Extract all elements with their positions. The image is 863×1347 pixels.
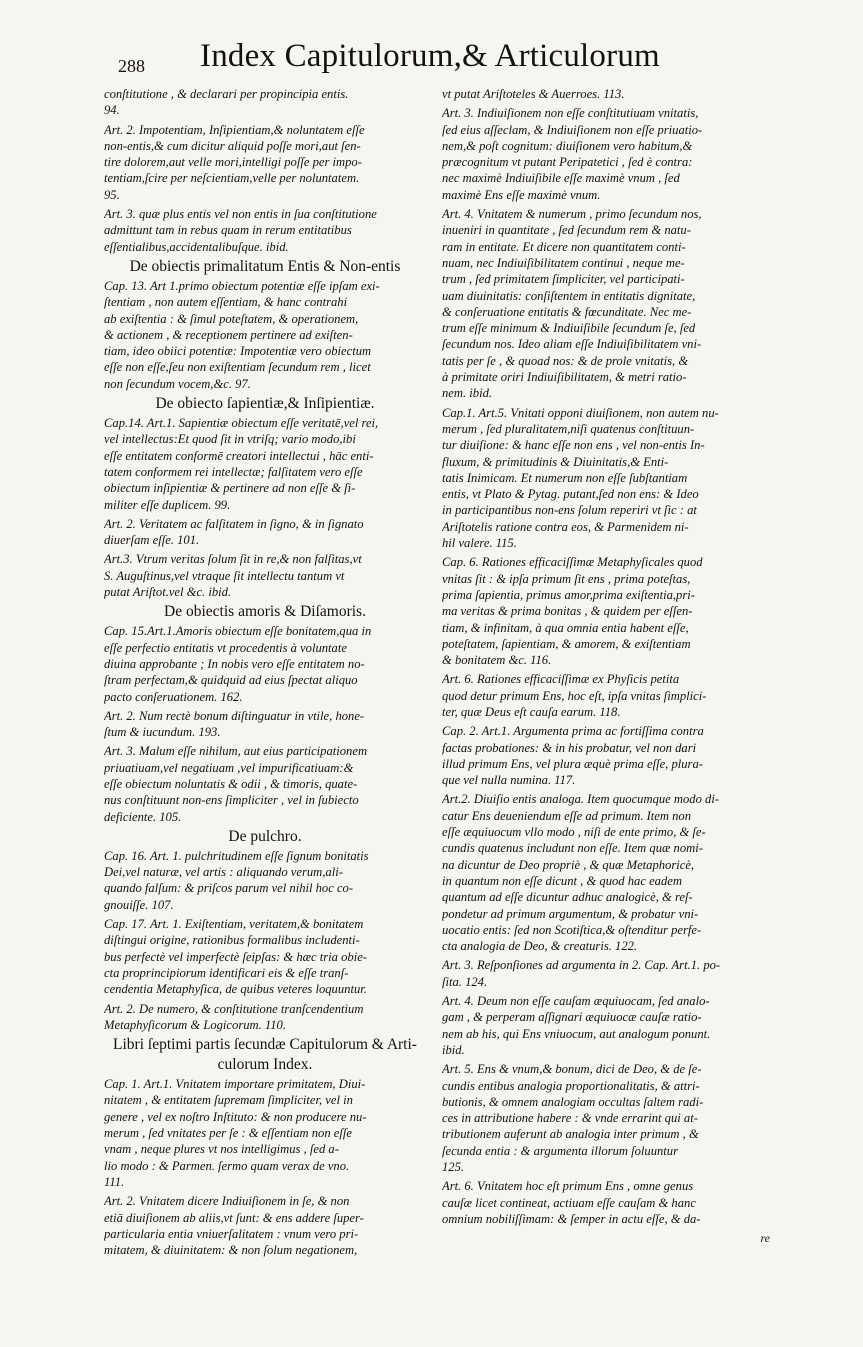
entry-line: gnouiſſe. 107.	[104, 897, 174, 912]
entry-line: hil valere. 115.	[442, 536, 517, 551]
entry-line: tentiam,ſcire per neſcientiam,velle per noluntatem.	[104, 171, 360, 186]
index-entry	[104, 551, 426, 600]
entry-line: ſita. 124.	[442, 974, 488, 989]
entry-line: tatis per ſe , & quoad nos: & de prole vnitatis, &	[442, 353, 689, 368]
entry-line: tributionem auferunt ab analogia inter primum , &	[442, 1127, 699, 1142]
entry-line: merum , ſed vnitates per ſe : & eſſentiam non eſſe	[104, 1126, 352, 1141]
entry-line: quantum ad eſſe dicuntur adhuc analogicè, & reſ-	[442, 890, 693, 905]
index-entry	[442, 791, 770, 954]
entry-line: tur diuiſione: & hanc eſſe non ens , vel non-entis In-	[442, 438, 705, 453]
entry-line: eſſe obiectum noluntatis & odii , & timoris, quate-	[104, 776, 358, 791]
entry-line: gam , & perperam aſſignari æquiuocæ cauſæ ratio-	[442, 1010, 702, 1025]
entry-line: cundis entibus analogia proportionalitatis, & attri-	[442, 1078, 700, 1093]
index-entry	[442, 1178, 770, 1227]
entry-line: Dei,vel naturæ, vel artis : aliquando verum,ali-	[104, 865, 343, 880]
entry-line: Cap. 13. Art 1.primo obiectum potentiæ eſſe ipſam exi-	[104, 278, 380, 293]
entry-line: trum , ſed primitatem ſimpliciter, vel participati-	[442, 272, 685, 287]
entry-line: ter, quæ Deus eſt cauſa earum. 118.	[442, 704, 621, 719]
index-entry	[442, 86, 770, 102]
entry-line: in quantum non eſſe dicunt , & quod hac eadem	[442, 873, 682, 888]
entry-line: Art. 4. Vnitatem & numerum , primo ſecundum nos,	[442, 207, 702, 222]
entry-line: butionis, & omnem analogiam occultas ſaltem radi-	[442, 1094, 704, 1109]
entry-line: nus conſtituunt non-ens ſimpliciter , vel in ſubiecto	[104, 793, 359, 808]
entry-line: illud primum Ens, vel plura æquè prima eſſe, plura-	[442, 756, 703, 771]
entry-line: catur Ens deueniendum eſſe ad primum. Item non	[442, 808, 692, 823]
entry-line: vt putat Ariſtoteles & Auerroes. 113.	[442, 87, 625, 101]
entry-line: eſſentialibus,accidentalibuſque. ibid.	[104, 239, 289, 254]
section-heading: De obiectis primalitatum Entis & Non-entis	[129, 257, 401, 275]
entry-line: eſſe perfectio entitatis vt procedentis à voluntate	[104, 640, 347, 655]
entry-line: vel intellectus:Et quod ſit in vtriſq; vario modo,ibi	[104, 432, 356, 447]
entry-line: obiectum inſipientiæ & pertinere ad non eſſe & ſi-	[104, 481, 356, 496]
entry-line: ſtentiam , non autem eſſentiam, & hanc contrahi	[104, 295, 348, 310]
index-entry	[442, 105, 770, 203]
entry-line: ab exiſtentia : & ſimul poteſtatem, & operationem,	[104, 311, 359, 326]
running-title: Index Capitulorum,& Articulorum	[200, 38, 660, 74]
entry-line: cta proprincipiorum identificari eis & eſſe tranſ-	[104, 965, 349, 980]
entry-line: uam diuinitatis: conſiſtentem in entitatis dignitate,	[442, 288, 696, 303]
entry-line: ſecunda entia : & argumenta illorum ſoluuntur	[442, 1143, 678, 1158]
entry-line: ſecundum nos. Ideo aliam eſſe Indiuiſibilitatem vni-	[442, 337, 702, 352]
entry-line: Cap.1. Art.5. Vnitati opponi diuiſionem, non autem nu-	[442, 405, 719, 420]
entry-line: na dicuntur de Deo propriè , & quæ Metaphoricè,	[442, 857, 695, 872]
entry-line: tiam, ideo obiici potentiæ: Impotentiæ vero obiectum	[104, 344, 372, 359]
entry-line: admittunt tam in rebus quam in rerum entitatibus	[104, 223, 352, 238]
section-heading: De obiectis amoris & Diſamoris.	[164, 603, 366, 621]
index-entry	[442, 723, 770, 788]
index-entry	[104, 1193, 426, 1258]
entry-line: prima ſapientia, primus amor,prima exiſtentia,pri-	[442, 587, 695, 602]
entry-line: fluxum, & primitudinis & Diuinitatis,& Enti-	[442, 454, 669, 469]
index-entry	[104, 1076, 426, 1190]
page-number: 288	[118, 56, 145, 76]
index-entry	[442, 405, 770, 552]
entry-line: eſſe non eſſe,ſeu non exiſtentiam ſecundum rem , licet	[104, 360, 371, 375]
entry-line: tatis Inimicam. Et numerum non eſſe ſubſtantiam	[442, 470, 688, 485]
section-heading: De obiecto ſapientiæ,& Inſipientiæ.	[155, 395, 375, 413]
entry-line: etiā diuiſionem ab aliis,vt ſunt: & ens addere ſuper-	[104, 1210, 364, 1225]
entry-line: Ariſtotelis ratione contra eos, & Parmenidem ni-	[442, 519, 689, 534]
entry-line: tatem conformem rei intellectæ; falſitatem vero eſſe	[104, 464, 363, 479]
entry-line: particularia entia vniuerſalitatem : vnum vero pri-	[104, 1226, 359, 1241]
entry-line: ces in attributione habere : & vnde errarint qui at-	[442, 1111, 698, 1126]
entry-line: nem. ibid.	[442, 386, 493, 401]
section-heading: Libri ſeptimi partis ſecundæ Capitulorum & Arti-	[113, 1036, 417, 1054]
entry-line: in participantibus non-ens ſolum reperiri vt ſic : at	[442, 503, 697, 518]
entry-line: tire dolorem,aut velle mori,intelligi poſſe per impo-	[104, 155, 362, 170]
entry-line: vnitas ſit : & ipſa primum ſit ens , prima poteſtas,	[442, 571, 691, 586]
entry-line: genere , vel ex noſtro Inſtituto: & non producere nu-	[104, 1109, 367, 1124]
entry-line: cundis quatenus includunt non eſſe. Item quæ nomi-	[442, 841, 703, 856]
right-column	[442, 86, 770, 1246]
entry-line: merum , ſed pluralitatem,niſi quatenus conſtituun-	[442, 421, 695, 436]
entry-line: Art. 3. Reſponſiones ad argumenta in 2. Cap. Art.1. po-	[442, 958, 721, 973]
entry-line: S. Auguſtinus,vel vtraque ſit intellectu tantum vt	[104, 568, 345, 583]
entry-line: uocatio entis: ſed non Scotiſtica,& oſtenditur perfe-	[442, 922, 702, 937]
entry-line: quod detur primum Ens, hoc eſt, ipſa vnitas ſimplici-	[442, 688, 707, 703]
entry-line: 111.	[104, 1174, 125, 1189]
index-entry	[442, 993, 770, 1058]
entry-line: vnam , neque plures vt nos intelligimus , ſed a-	[104, 1142, 339, 1157]
entry-line: Cap. 15.Art.1.Amoris obiectum eſſe bonitatem,qua in	[104, 624, 372, 639]
entry-line: Art. 4. Deum non eſſe cauſam æquiuocam, ſed analo-	[442, 994, 710, 1009]
entry-line: ram in entitate. Et dicere non quantitatem conti-	[442, 239, 686, 254]
entry-line: ſtram perfectam,& quidquid ad eius ſpectat aliquo	[104, 673, 358, 688]
entry-line: Art. 6. Vnitatem hoc eſt primum Ens , omne genus	[442, 1179, 694, 1194]
entry-line: poteſtatem, ſapientiam, & amorem, & exiſtentiam	[442, 636, 691, 651]
entry-line: & actionem , & receptionem pertinere ad exiſten-	[104, 327, 353, 342]
index-entry	[104, 516, 426, 549]
entry-line: mitatem, & diuinitatem: & non ſolum negationem,	[104, 1243, 358, 1258]
index-entry	[104, 1001, 426, 1034]
section-heading: De pulchro.	[228, 827, 302, 845]
entry-line: 125.	[442, 1160, 465, 1174]
entry-line: præcognitum vt putant Peripatetici , ſed è contra:	[442, 155, 693, 170]
index-entry	[104, 122, 426, 203]
entry-line: priuatiuam,vel negatiuam ,vel impurificatiuam:&	[104, 760, 354, 775]
entry-line: militer eſſe duplicem. 99.	[104, 497, 231, 512]
entry-line: diſtingui origine, rationibus formalibus includenti-	[104, 933, 360, 948]
entry-line: 95.	[104, 187, 120, 202]
entry-line: lio modo : & Parmen. ſermo quam verax de vno.	[104, 1158, 350, 1173]
entry-line: non-entis,& cum dicitur aliquid poſſe mori,aut ſen-	[104, 138, 361, 153]
entry-line: pondetur ad primum argumentum, & probatur vni-	[442, 906, 699, 921]
entry-line: nem ab his, qui Ens vniuocum, aut analogum ponunt.	[442, 1026, 711, 1041]
entry-line: cta analogia de Deo, & creaturis. 122.	[442, 939, 638, 954]
index-entry	[104, 743, 426, 824]
index-entry	[104, 415, 426, 513]
entry-line: Cap. 1. Art.1. Vnitatem importare primitatem, Diui-	[104, 1077, 366, 1092]
index-entry	[442, 554, 770, 668]
left-column	[104, 86, 426, 1261]
entry-line: Art. 3. quæ plus entis vel non entis in ſua conſtitutione	[104, 207, 377, 222]
index-entry	[104, 708, 426, 741]
index-entry	[104, 278, 426, 392]
entry-line: cauſæ licet contineat, actiuam eſſe cauſam & hanc	[442, 1195, 696, 1210]
entry-line: ma veritas & prima bonitas , & quidem per eſſen-	[442, 604, 693, 619]
entry-line: Art. 5. Ens & vnum,& bonum, dici de Deo, & de ſe-	[442, 1062, 702, 1077]
entry-line: Art. 2. Veritatem ac falſitatem in ſigno, & in ſignato	[104, 516, 364, 531]
entry-line: maximè Ens eſſe maximè vnum.	[442, 187, 601, 202]
entry-line: Art. 2. Num rectè bonum diſtinguatur in vtile, hone-	[104, 708, 365, 723]
entry-line: ſed eius aſſeclam, & Indiuiſionem non eſſe priuatio-	[442, 122, 703, 137]
entry-line: Art.3. Vtrum veritas ſolum ſit in re,& non falſitas,vt	[104, 552, 362, 567]
entry-line: pacto conſeruationem. 162.	[104, 689, 243, 704]
entry-line: Art. 2. Vnitatem dicere Indiuiſionem in ſe, & non	[104, 1194, 350, 1209]
entry-line: Art. 3. Malum eſſe nihilum, aut eius participationem	[104, 744, 368, 759]
entry-line: conſtitutione , & declarari per propincipia entis.	[104, 87, 349, 101]
index-entry	[442, 957, 770, 990]
entry-line: diuina approbante ; In nobis vero eſſe entitatem no-	[104, 656, 365, 671]
entry-line: diuerſam eſſe. 101.	[104, 533, 200, 548]
entry-line: Art. 3. Indiuiſionem non eſſe conſtitutiuam vnitatis,	[442, 106, 699, 121]
entry-line: cendentia Metaphyſica, de quibus veteres loquuntur.	[104, 982, 367, 997]
entry-line: tiam, & infinitam, à qua omnia entia habent eſſe,	[442, 620, 689, 635]
index-entry	[442, 206, 770, 402]
entry-line: ſtum & iucundum. 193.	[104, 725, 221, 740]
entry-line: que vel nulla numina. 117.	[442, 773, 576, 788]
entry-line: nec maximè Indiuiſibile eſſe maximè vnum , ſed	[442, 171, 680, 186]
entry-line: Cap. 6. Rationes efficaciſſimæ Metaphyſicales quod	[442, 555, 703, 570]
entry-line: Cap.14. Art.1. Sapientiæ obiectum eſſe veritatē,vel rei,	[104, 416, 379, 431]
entry-line: Art. 2. Impotentiam, Inſipientiam,& noluntatem eſſe	[104, 122, 365, 137]
index-entry	[442, 1061, 770, 1175]
entry-line: & bonitatem &c. 116.	[442, 653, 552, 668]
entry-line: Metaphyſicorum & Logicorum. 110.	[104, 1017, 287, 1032]
entry-line: Cap. 16. Art. 1. pulchritudinem eſſe ſignum bonitatis	[104, 848, 369, 863]
entry-line: trum eſſe minimum & Indiuiſibile ſecundum ſe, ſed	[442, 321, 696, 336]
entry-line: Art.2. Diuiſio entis analoga. Item quocumque modo di-	[442, 792, 720, 807]
entry-line: nuam, nec Indiuiſibilitatem continui , neque me-	[442, 255, 685, 270]
index-entry	[104, 86, 426, 119]
page-header	[118, 36, 755, 86]
entry-line: quando falſum: & priſcos parum vel nihil hoc co-	[104, 881, 354, 896]
index-entry	[104, 848, 426, 913]
entry-line: & conſeruatione entitatis & fœcunditate. Nec me-	[442, 304, 692, 319]
index-entry	[442, 671, 770, 720]
entry-line: Cap. 2. Art.1. Argumenta prima ac fortiſſima contra	[442, 724, 704, 739]
entry-line: 94.	[104, 103, 120, 118]
index-entry	[104, 623, 426, 704]
entry-line: Art. 6. Rationes efficaciſſimæ ex Phyſicis petita	[442, 672, 680, 687]
section-heading: culorum Index.	[217, 1056, 313, 1074]
entry-line: nem,& poſt cognitum: diuiſionem vero habitum,&	[442, 138, 693, 153]
entry-line: deficiente. 105.	[104, 809, 182, 824]
entry-line: factas probationes: & in his probatur, vel non dari	[442, 740, 697, 755]
index-entry	[104, 206, 426, 255]
entry-line: Cap. 17. Art. 1. Exiſtentiam, veritatem,& bonitatem	[104, 917, 364, 932]
entry-line: eſſe æquiuocum vllo modo , niſi de ente primo, & ſe-	[442, 825, 706, 840]
entry-line: eſſe entitatem conformē creatori intellectui , hāc enti-	[104, 448, 374, 463]
entry-line: putat Ariſtot.vel &c. ibid.	[104, 585, 232, 600]
entry-line: nitatem , & entitatem ſupremam ſimpliciter, vel in	[104, 1093, 353, 1108]
entry-line: Art. 2. De numero, & conſtitutione tranſcendentium	[104, 1001, 364, 1016]
index-entry	[104, 916, 426, 997]
entry-line: inueniri in quantitate , ſed ſecundum rem & natu-	[442, 223, 691, 238]
entry-line: à primitate oriri Indiuiſibilitatem, & metri ratio-	[442, 370, 687, 385]
entry-line: entis, vt Plato & Pytag. putant,ſed non ens: & Ideo	[442, 487, 699, 502]
entry-line: bus perfectè vel imperfectè ſeipſas: & hæc tria obie-	[104, 949, 367, 964]
entry-line: omnium nobiliſſimam: & ſemper in actu eſſe, & da-	[442, 1211, 701, 1226]
entry-line: non ſecundum vocem,&c. 97.	[104, 376, 251, 391]
entry-line: ibid.	[442, 1042, 465, 1057]
catchword: re	[760, 1231, 770, 1246]
